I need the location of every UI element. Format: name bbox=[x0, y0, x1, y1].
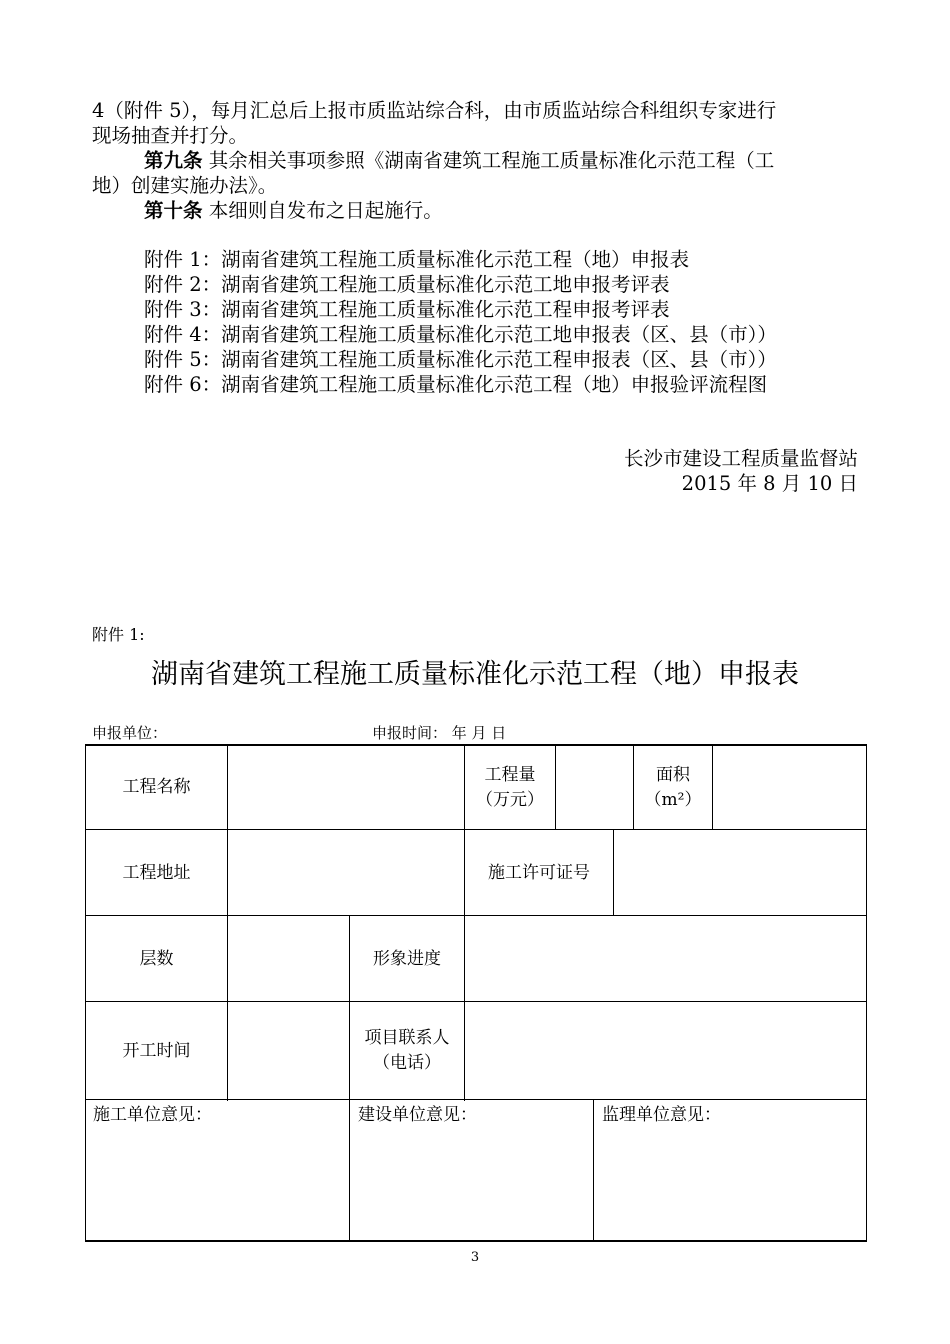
form-title: 湖南省建筑工程施工质量标准化示范工程（地）申报表 bbox=[151, 659, 799, 690]
constructor-opinion-input[interactable] bbox=[86, 1128, 349, 1240]
article-10-label: 第十条 bbox=[144, 199, 203, 222]
floors-input[interactable] bbox=[228, 916, 349, 1001]
owner-opinion-label: 建设单位意见： bbox=[358, 1105, 477, 1125]
progress-label: 形象进度 bbox=[373, 949, 441, 969]
contact-input[interactable] bbox=[465, 1002, 866, 1099]
contact-label-2: （电话） bbox=[373, 1053, 441, 1073]
permit-label: 施工许可证号 bbox=[488, 863, 590, 883]
area-input[interactable] bbox=[713, 746, 866, 829]
area-label-1: 面积 bbox=[656, 765, 690, 785]
article-9 bbox=[144, 148, 774, 173]
table-divider bbox=[633, 744, 634, 830]
body-line-2: 现场抽查并打分。 bbox=[92, 124, 249, 147]
page-number: 3 bbox=[470, 1250, 480, 1265]
article-9-label: 第九条 bbox=[144, 149, 203, 172]
constructor-opinion-label: 施工单位意见： bbox=[93, 1105, 212, 1125]
progress-input[interactable] bbox=[465, 916, 866, 1001]
attachment-item: 附件 2：湖南省建筑工程施工质量标准化示范工地申报考评表 bbox=[144, 273, 670, 296]
contact-label-1: 项目联系人 bbox=[364, 1028, 450, 1048]
table-border bbox=[866, 744, 867, 1242]
article-9-text: 其余相关事项参照《湖南省建筑工程施工质量标准化示范工程（工 bbox=[202, 149, 775, 172]
table-border bbox=[85, 1240, 867, 1242]
attachment-item: 附件 6：湖南省建筑工程施工质量标准化示范工程（地）申报验评流程图 bbox=[144, 373, 768, 396]
article-10 bbox=[144, 198, 443, 223]
permit-input[interactable] bbox=[614, 830, 866, 915]
project-name-label: 工程名称 bbox=[122, 777, 191, 797]
signature-date: 2015 年 8 月 10 日 bbox=[681, 472, 858, 495]
article-10-text: 本细则自发布之日起施行。 bbox=[202, 199, 443, 222]
attachment-item: 附件 4：湖南省建筑工程施工质量标准化示范工地申报表（区、县（市）） bbox=[144, 323, 777, 346]
unit-label: 申报单位： bbox=[92, 724, 168, 742]
body-line-1: 4（附件 5），每月汇总后上报市质监站综合科，由市质监站综合科组织专家进行 bbox=[92, 99, 777, 122]
quantity-label-1: 工程量 bbox=[484, 765, 536, 785]
form-attachment-label: 附件 1: bbox=[92, 625, 145, 644]
start-time-label: 开工时间 bbox=[122, 1041, 191, 1061]
attachment-item: 附件 1：湖南省建筑工程施工质量标准化示范工程（地）申报表 bbox=[144, 248, 690, 271]
project-name-input[interactable] bbox=[228, 746, 464, 829]
quantity-label-2: （万元） bbox=[476, 790, 544, 810]
supervisor-opinion-label: 监理单位意见： bbox=[602, 1105, 721, 1125]
time-label: 申报时间： 年 月 日 bbox=[372, 724, 507, 742]
attachment-item: 附件 5：湖南省建筑工程施工质量标准化示范工程申报表（区、县（市）） bbox=[144, 348, 777, 371]
supervisor-opinion-input[interactable] bbox=[594, 1128, 866, 1240]
floors-label: 层数 bbox=[139, 949, 174, 969]
start-time-input[interactable] bbox=[228, 1002, 349, 1099]
address-input[interactable] bbox=[228, 830, 464, 915]
article-9-cont: 地）创建实施办法》。 bbox=[92, 174, 278, 197]
area-label-2: （m²） bbox=[644, 790, 702, 810]
address-label: 工程地址 bbox=[122, 863, 191, 883]
signature-org: 长沙市建设工程质量监督站 bbox=[623, 447, 858, 470]
quantity-input[interactable] bbox=[556, 746, 633, 829]
attachment-item: 附件 3：湖南省建筑工程施工质量标准化示范工程申报考评表 bbox=[144, 298, 670, 321]
table-divider bbox=[85, 1099, 867, 1100]
owner-opinion-input[interactable] bbox=[350, 1128, 593, 1240]
